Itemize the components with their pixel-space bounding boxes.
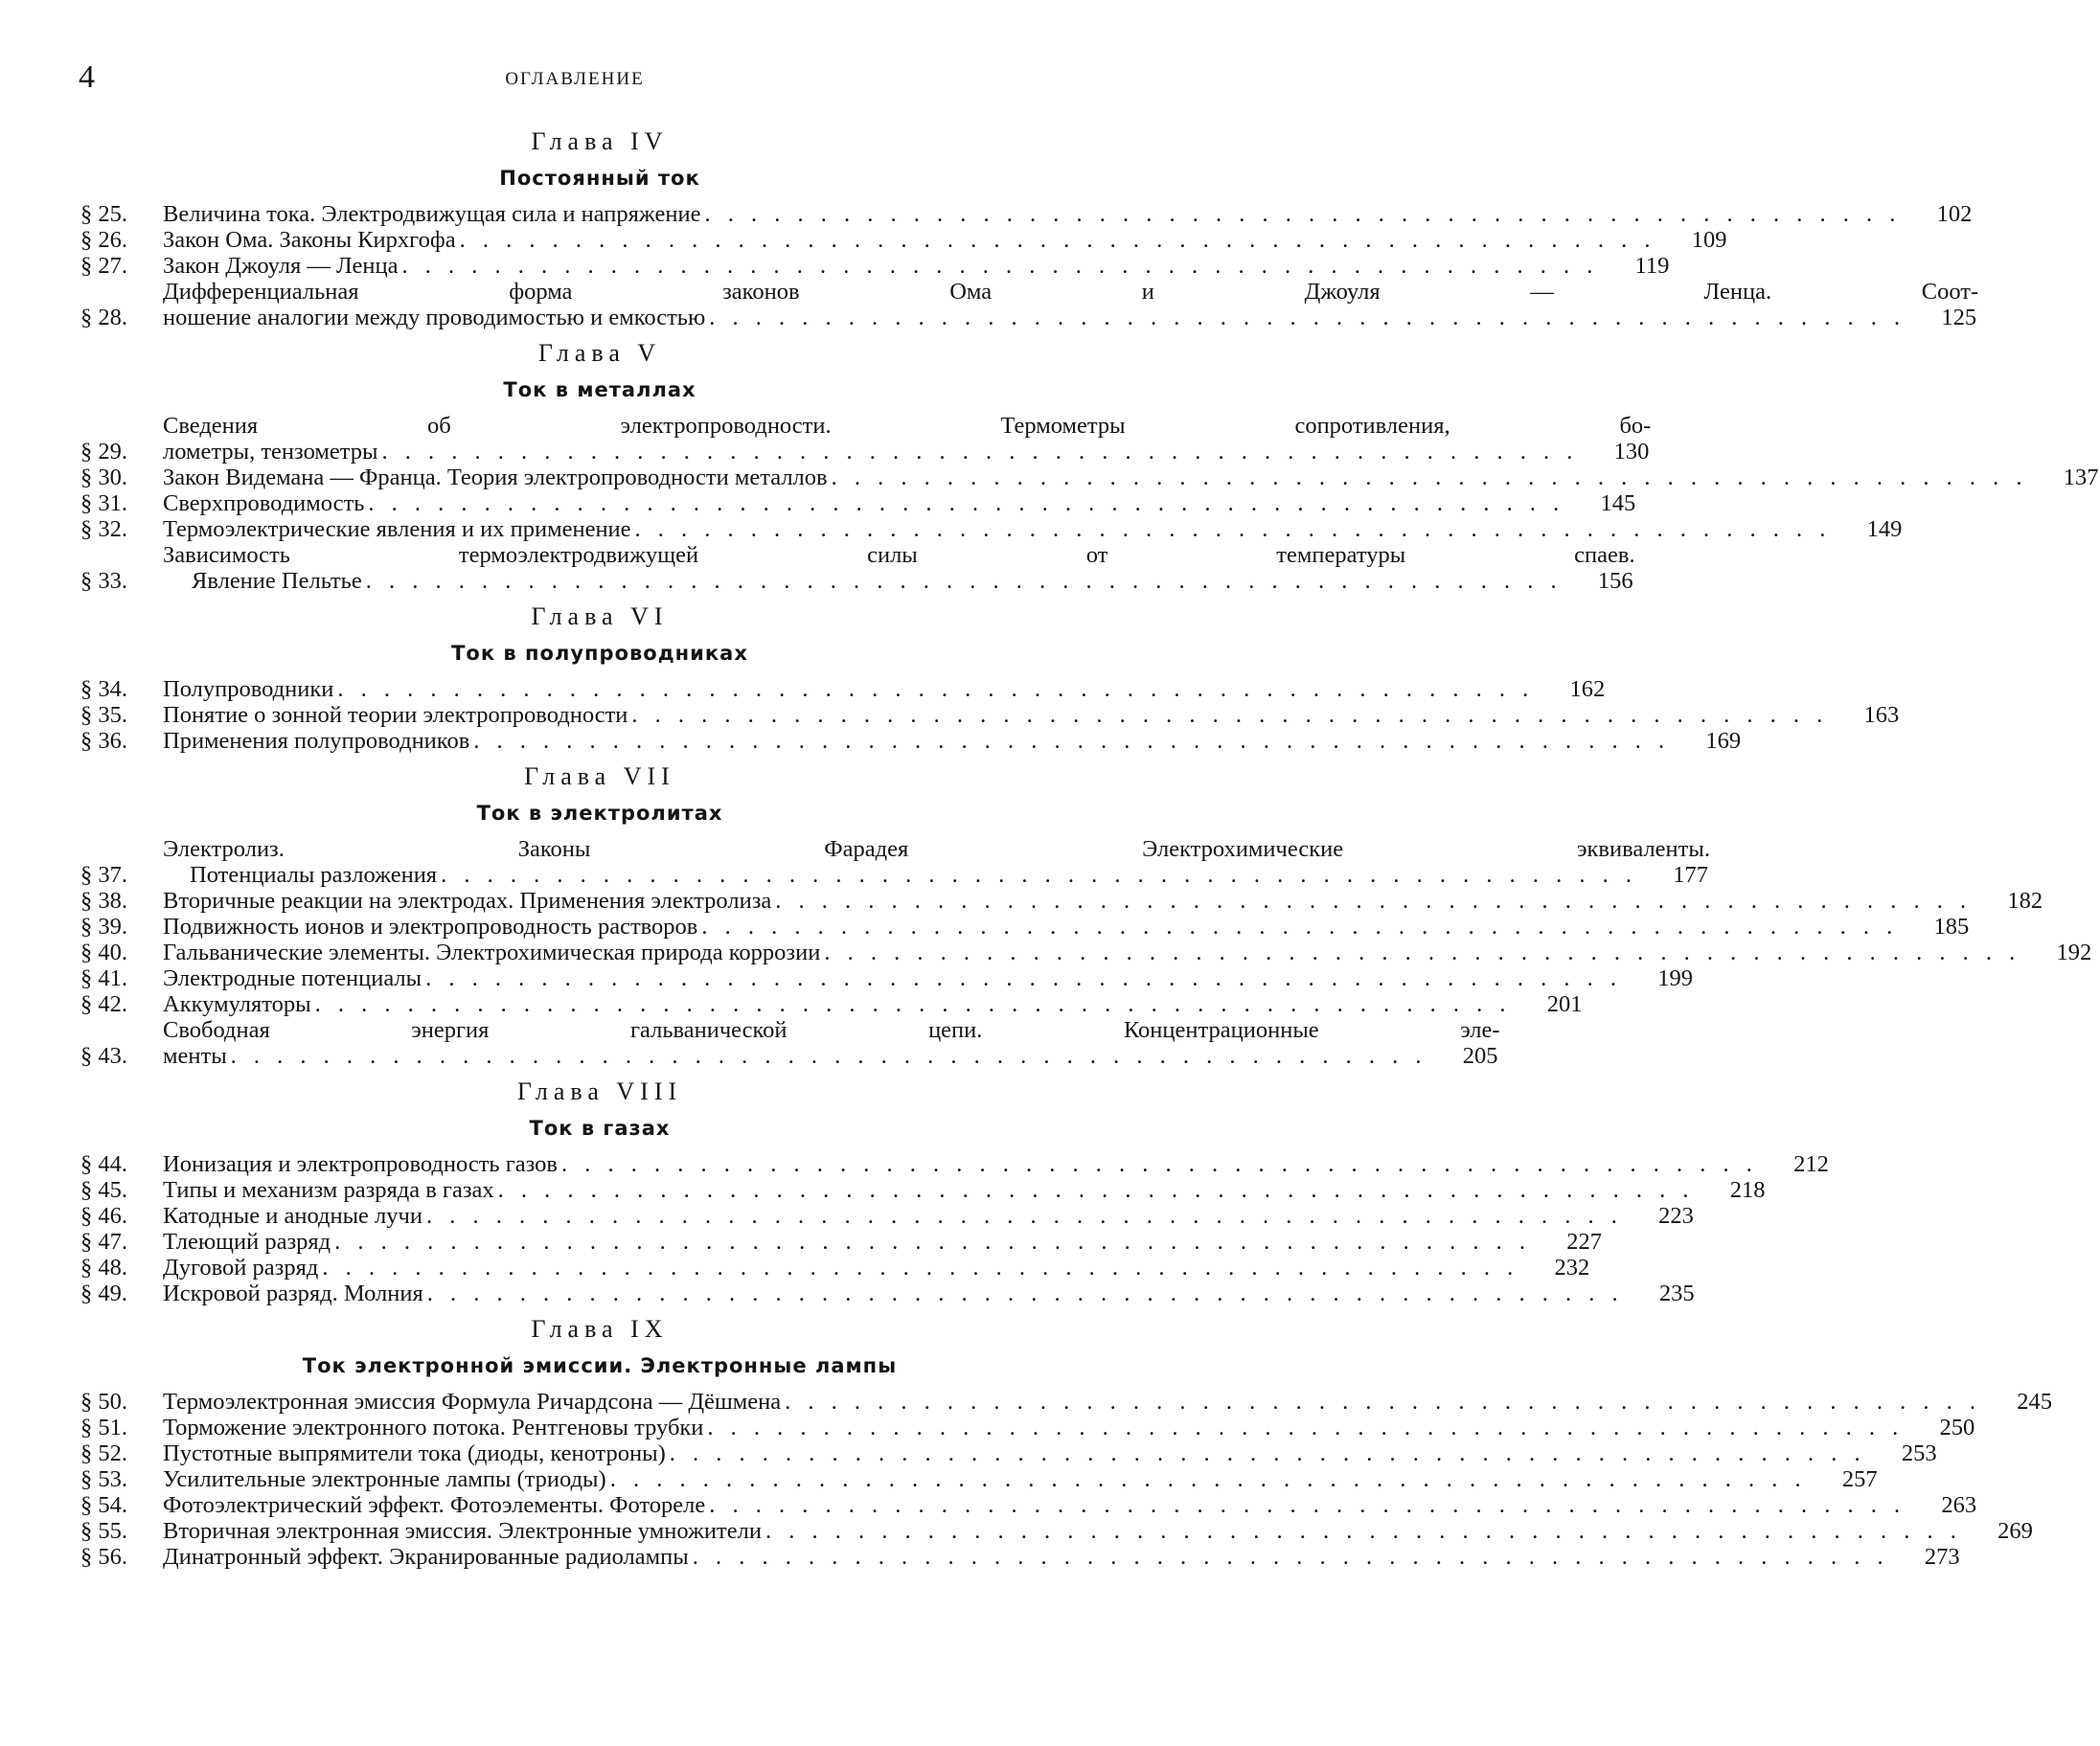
- entry-title: Дуговой разряд: [163, 1255, 319, 1281]
- page-reference: 177: [1673, 862, 1708, 888]
- page-reference: 163: [1863, 702, 1900, 728]
- chapter-title: Ток в электролитах: [476, 802, 723, 825]
- page-reference: 102: [1936, 201, 1973, 227]
- dot-leader: [693, 1544, 1889, 1570]
- toc-entry[interactable]: [80, 516, 1903, 542]
- dot-leader: [765, 1518, 1962, 1544]
- page-reference: 192: [2056, 940, 2092, 965]
- toc-entry[interactable]: [80, 1440, 1937, 1466]
- page-number: 4: [79, 59, 95, 95]
- toc-entry[interactable]: [80, 914, 1970, 940]
- toc-entry[interactable]: [80, 888, 2043, 914]
- dot-leader: [460, 227, 1656, 253]
- page-reference: 232: [1554, 1255, 1590, 1281]
- entry-title: Свободная энергия гальванической цепи. Концентрационные эле-: [163, 1017, 1500, 1043]
- entry-title: Закон Джоуля — Ленца: [163, 253, 399, 279]
- section-number: § 55.: [80, 1518, 127, 1544]
- table-of-contents: [80, 127, 2099, 1570]
- entry-title: Применения полупроводников: [163, 728, 470, 754]
- toc-entry[interactable]: [80, 991, 1583, 1017]
- chapter-title: Ток в полупроводниках: [451, 642, 748, 665]
- section-number: § 28.: [80, 305, 127, 330]
- section-number: § 30.: [80, 465, 127, 490]
- section-number: § 56.: [80, 1544, 127, 1570]
- section-number: § 34.: [80, 676, 127, 702]
- section-number: § 49.: [80, 1281, 127, 1306]
- chapter-label: Глава VII: [524, 762, 675, 790]
- toc-entry[interactable]: [80, 1229, 1603, 1255]
- section-number: § 25.: [80, 201, 127, 227]
- page-reference: 273: [1924, 1544, 1960, 1570]
- page-reference: 156: [1597, 568, 1633, 594]
- section-number: § 50.: [80, 1389, 127, 1415]
- entry-title: лометры, тензометры: [163, 439, 378, 465]
- chapter-title: Ток в металлах: [503, 378, 696, 401]
- section-number: § 48.: [80, 1255, 127, 1281]
- section-number: § 47.: [80, 1229, 127, 1255]
- toc-entry[interactable]: [80, 1203, 1694, 1229]
- entry-title: Электродные потенциалы: [163, 965, 422, 991]
- toc-entry[interactable]: [80, 1255, 1590, 1281]
- chapter-block: [80, 762, 2092, 1069]
- entry-title: Фотоэлектрический эффект. Фотоэлементы. Фотореле: [163, 1492, 706, 1518]
- dot-leader: [337, 676, 1534, 702]
- page-reference: 162: [1569, 676, 1606, 702]
- toc-entry[interactable]: [80, 542, 1635, 594]
- entry-title: ношение аналогии между проводимостью и емкостью: [163, 305, 706, 330]
- entry-title: Типы и механизм разряда в газах: [163, 1177, 494, 1203]
- page-reference: 253: [1901, 1440, 1937, 1466]
- dot-leader: [231, 1043, 1427, 1069]
- section-number: § 36.: [80, 728, 127, 754]
- toc-entry[interactable]: [80, 1415, 1975, 1440]
- entry-title: Пустотные выпрямители тока (диоды, кенотроны): [163, 1440, 666, 1466]
- section-number: § 54.: [80, 1492, 127, 1518]
- dot-leader: [775, 888, 1972, 914]
- section-number: § 40.: [80, 940, 127, 965]
- toc-entry[interactable]: [80, 1518, 2033, 1544]
- toc-entry[interactable]: [80, 940, 2092, 965]
- toc-entry[interactable]: [80, 1151, 1829, 1177]
- page-reference: 125: [1941, 305, 1977, 330]
- toc-entry[interactable]: [80, 253, 1670, 279]
- toc-entry[interactable]: [80, 1492, 1977, 1518]
- chapter-title: Постоянный ток: [499, 167, 700, 190]
- entry-title: Термоэлектрические явления и их применение: [163, 516, 631, 542]
- page-reference: 185: [1933, 914, 1970, 940]
- toc-entry[interactable]: [80, 836, 1710, 888]
- entry-title: Динатронный эффект. Экранированные радиолампы: [163, 1544, 689, 1570]
- section-number: § 46.: [80, 1203, 127, 1229]
- page-reference: 169: [1705, 728, 1742, 754]
- entry-title: Электролиз. Законы Фарадея Электрохимические эквиваленты.: [163, 836, 1710, 862]
- dot-leader: [426, 1203, 1623, 1229]
- dot-leader: [561, 1151, 1758, 1177]
- section-number: § 37.: [80, 862, 127, 888]
- toc-entry[interactable]: [80, 676, 1606, 702]
- toc-entry[interactable]: [80, 1281, 1695, 1306]
- dot-leader: [610, 1466, 1807, 1492]
- section-number: § 27.: [80, 253, 127, 279]
- entry-title: Вторичная электронная эмиссия. Электронные умножители: [163, 1518, 762, 1544]
- dot-leader: [635, 516, 1832, 542]
- page-reference: 149: [1866, 516, 1903, 542]
- section-number: § 26.: [80, 227, 127, 253]
- toc-entry[interactable]: [80, 413, 1652, 465]
- page-reference: 137: [2063, 465, 2099, 490]
- entry-title: Ионизация и электропроводность газов: [163, 1151, 558, 1177]
- chapter-title: Ток электронной эмиссии. Электронные лампы: [302, 1354, 898, 1377]
- dot-leader: [670, 1440, 1866, 1466]
- page-reference: 245: [2017, 1389, 2053, 1415]
- section-number: § 43.: [80, 1043, 127, 1069]
- chapter-block: [80, 339, 2099, 594]
- entry-title: Катодные и анодные лучи: [163, 1203, 422, 1229]
- chapter-label: Глава V: [537, 339, 662, 367]
- toc-entry[interactable]: [80, 490, 1636, 516]
- section-number: § 52.: [80, 1440, 127, 1466]
- chapter-label: Глава VIII: [516, 1077, 683, 1105]
- dot-leader: [315, 991, 1512, 1017]
- dot-leader: [427, 1281, 1624, 1306]
- entry-title: Гальванические элементы. Электрохимическая природа коррозии: [163, 940, 821, 965]
- section-number: § 29.: [80, 439, 127, 465]
- chapter-block: [80, 1077, 1829, 1306]
- section-number: § 53.: [80, 1466, 127, 1492]
- dot-leader: [824, 940, 2020, 965]
- entry-title: Вторичные реакции на электродах. Применения электролиза: [163, 888, 772, 914]
- toc-entry[interactable]: [80, 227, 1727, 253]
- entry-title: Тлеющий разряд: [163, 1229, 331, 1255]
- dot-leader: [709, 1492, 1906, 1518]
- page-reference: 201: [1546, 991, 1583, 1017]
- dot-leader: [368, 490, 1564, 516]
- dot-leader: [473, 728, 1670, 754]
- dot-leader: [631, 702, 1828, 728]
- entry-title: Подвижность ионов и электропроводность растворов: [163, 914, 698, 940]
- dot-leader: [366, 568, 1563, 594]
- toc-entry[interactable]: [80, 1177, 1766, 1203]
- page-reference: 223: [1658, 1203, 1694, 1229]
- dot-leader: [709, 305, 1906, 330]
- entry-title: Явление Пельтье: [192, 568, 362, 594]
- dot-leader: [381, 439, 1578, 465]
- toc-entry[interactable]: [80, 1466, 1878, 1492]
- page-reference: 269: [1997, 1518, 2033, 1544]
- entry-title: Сведения об электропроводности. Термометры сопротивления, бо-: [163, 413, 1652, 439]
- entry-title: Потенциалы разложения: [190, 862, 438, 888]
- toc-entry[interactable]: [80, 1389, 2053, 1415]
- toc-entry[interactable]: [80, 201, 1973, 227]
- entry-title: Термоэлектронная эмиссия Формула Ричардсона — Дёшмена: [163, 1389, 782, 1415]
- page-reference: 182: [2007, 888, 2043, 914]
- section-number: § 33.: [80, 568, 127, 594]
- toc-entry[interactable]: [80, 965, 1693, 991]
- page-reference: 263: [1941, 1492, 1977, 1518]
- dot-leader: [705, 201, 1902, 227]
- entry-title: Торможение электронного потока. Рентгеновы трубки: [163, 1415, 704, 1440]
- entry-title: Дифференциальная форма законов Ома и Джоуля — Ленца. Соот-: [163, 279, 1979, 305]
- page-reference: 218: [1729, 1177, 1766, 1203]
- dot-leader: [322, 1255, 1518, 1281]
- section-number: § 51.: [80, 1415, 127, 1440]
- page-reference: 250: [1939, 1415, 1975, 1440]
- toc-entry[interactable]: [80, 465, 2099, 490]
- chapter-label: Глава IV: [531, 127, 669, 155]
- chapter-label: Глава IX: [531, 1315, 669, 1343]
- chapter-title: Ток в газах: [529, 1117, 671, 1140]
- page-reference: 145: [1600, 490, 1636, 516]
- dot-leader: [785, 1389, 1981, 1415]
- page-reference: 235: [1658, 1281, 1695, 1306]
- chapter-label: Глава VI: [531, 602, 669, 630]
- entry-title: Искровой разряд. Молния: [163, 1281, 423, 1306]
- dot-leader: [701, 914, 1898, 940]
- running-head: ОГЛАВЛЕНИЕ: [505, 69, 645, 89]
- section-number: § 41.: [80, 965, 127, 991]
- page-reference: 257: [1841, 1466, 1878, 1492]
- chapter-block: [80, 127, 1979, 330]
- entry-title: Усилительные электронные лампы (триоды): [163, 1466, 606, 1492]
- toc-entry[interactable]: [80, 1544, 1960, 1570]
- page-reference: 205: [1462, 1043, 1498, 1069]
- dot-leader: [832, 465, 2028, 490]
- chapter-block: [80, 1315, 2053, 1570]
- toc-entry[interactable]: [80, 279, 1979, 330]
- entry-title: Аккумуляторы: [163, 991, 311, 1017]
- page-reference: 212: [1793, 1151, 1829, 1177]
- entry-title: Закон Ома. Законы Кирхгофа: [163, 227, 456, 253]
- page-reference: 130: [1613, 439, 1650, 465]
- page-reference: 227: [1566, 1229, 1603, 1255]
- entry-title: Полупроводники: [163, 676, 334, 702]
- entry-title: Зависимость термоэлектродвижущей силы от температуры спаев.: [163, 542, 1635, 568]
- dot-leader: [441, 862, 1637, 888]
- entry-title: Понятие о зонной теории электропроводности: [163, 702, 628, 728]
- section-number: § 38.: [80, 888, 127, 914]
- dot-leader: [401, 253, 1598, 279]
- chapter-block: [80, 602, 1900, 754]
- page-reference: 109: [1691, 227, 1727, 253]
- section-number: § 31.: [80, 490, 127, 516]
- entry-title: Закон Видемана — Франца. Теория электропроводности металлов: [163, 465, 828, 490]
- section-number: § 45.: [80, 1177, 127, 1203]
- toc-entry[interactable]: [80, 702, 1900, 728]
- page-reference: 199: [1657, 965, 1693, 991]
- dot-leader: [498, 1177, 1695, 1203]
- toc-entry[interactable]: [80, 1017, 1500, 1069]
- section-number: § 32.: [80, 516, 127, 542]
- entry-title: Сверхпроводимость: [163, 490, 365, 516]
- entry-title: Величина тока. Электродвижущая сила и напряжение: [163, 201, 701, 227]
- toc-entry[interactable]: [80, 728, 1742, 754]
- dot-leader: [425, 965, 1622, 991]
- section-number: § 35.: [80, 702, 127, 728]
- dot-leader: [707, 1415, 1904, 1440]
- page-reference: 119: [1634, 253, 1670, 279]
- section-number: § 42.: [80, 991, 127, 1017]
- entry-title: менты: [163, 1043, 227, 1069]
- section-number: § 44.: [80, 1151, 127, 1177]
- section-number: § 39.: [80, 914, 127, 940]
- dot-leader: [334, 1229, 1531, 1255]
